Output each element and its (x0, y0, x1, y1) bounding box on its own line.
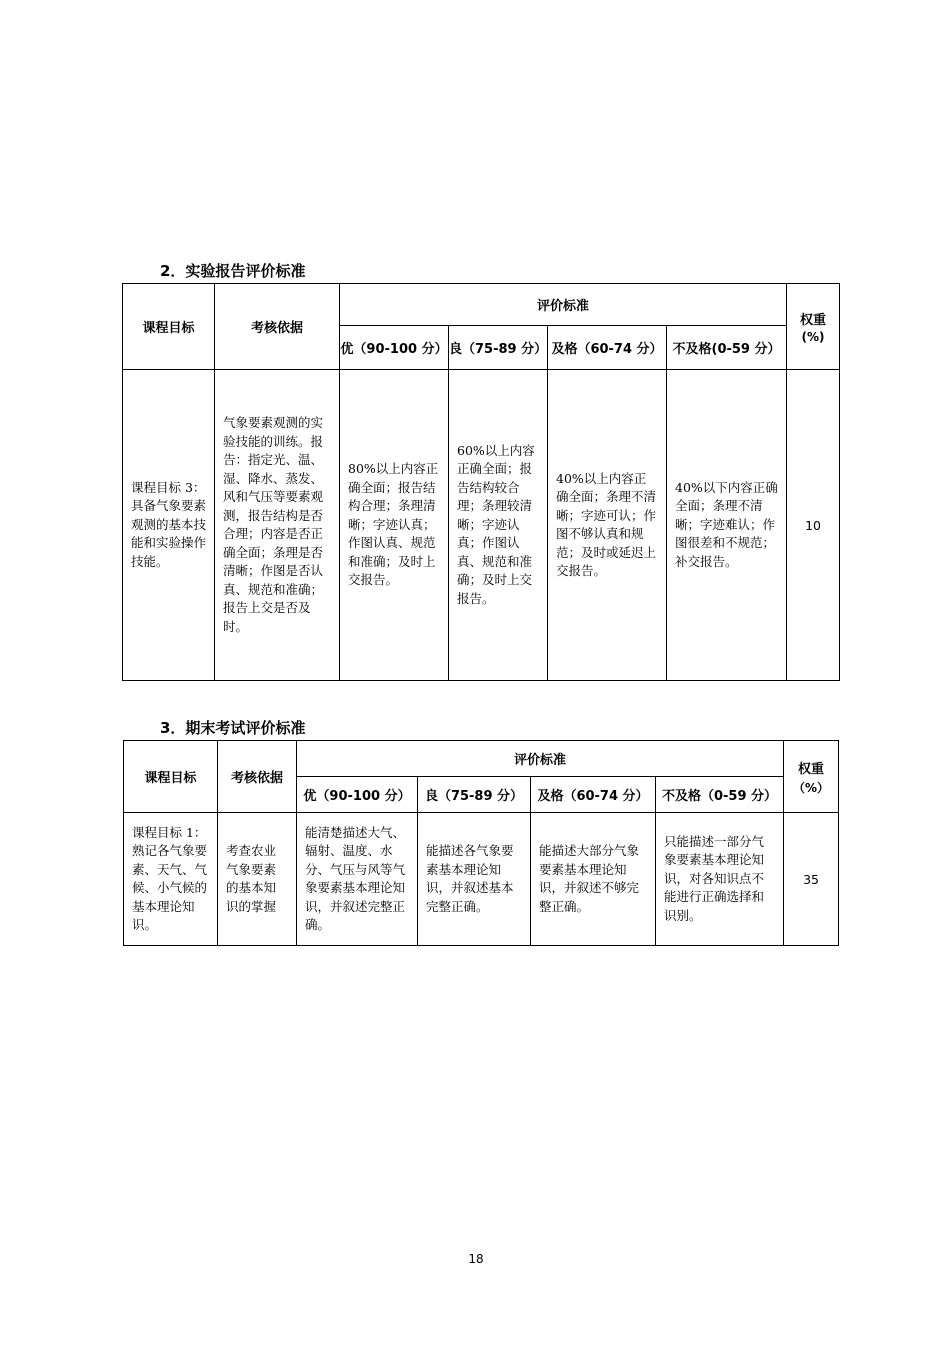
cell-basis: 考查农业气象要素的基本知识的掌握 (218, 813, 297, 946)
header-good: 良（75-89 分） (418, 777, 531, 813)
header-pass: 及格（60-74 分） (531, 777, 656, 813)
header-weight-unit: （%） (793, 780, 830, 795)
cell-weight: 10 (787, 370, 840, 681)
header-excellent: 优（90-100 分） (340, 326, 449, 370)
header-weight-label: 权重 (798, 761, 825, 777)
table-row (124, 813, 839, 946)
header-objective: 课程目标 (124, 741, 218, 813)
header-basis: 考核依据 (215, 284, 340, 370)
header-criteria: 评价标准 (297, 741, 784, 777)
section3-heading: 3．期末考试评价标准 (160, 719, 306, 737)
cell-objective: 课程目标 3：具备气象要素观测的基本技能和实验操作技能。 (123, 370, 215, 681)
header-fail: 不及格(0-59 分） (667, 326, 787, 370)
cell-weight: 35 (784, 813, 839, 946)
cell-pass: 能描述大部分气象要素基本理论知识，并叙述不够完整正确。 (531, 813, 656, 946)
cell-excellent: 能清楚描述大气、辐射、温度、水分、气压与风等气象要素基本理论知识，并叙述完整正确。 (297, 813, 418, 946)
section2-heading: 2．实验报告评价标准 (160, 262, 306, 280)
header-weight (784, 741, 839, 813)
header-good: 良（75-89 分） (449, 326, 548, 370)
final-exam-criteria-table (123, 740, 839, 946)
cell-fail: 40%以下内容正确全面；条理不清晰；字迹难认；作图很差和不规范；补交报告。 (667, 370, 787, 681)
header-weight-label: 权重 (800, 313, 827, 328)
header-criteria: 评价标准 (340, 284, 787, 326)
header-fail: 不及格（0-59 分） (656, 777, 784, 813)
cell-good: 60%以上内容正确全面；报告结构较合理；条理较清晰；字迹认真；作图认真、规范和准确；及时上交报告。 (449, 370, 548, 681)
cell-objective: 课程目标 1：熟记各气象要素、天气、气候、小气候的基本理论知识。 (124, 813, 218, 946)
header-objective: 课程目标 (123, 284, 215, 370)
header-weight (787, 284, 840, 370)
page-number: 18 (468, 1252, 484, 1266)
cell-pass: 40%以上内容正确全面；条理不清晰；字迹可认；作图不够认真和规范；及时或延迟上交报告。 (548, 370, 667, 681)
header-basis: 考核依据 (218, 741, 297, 813)
cell-basis: 气象要素观测的实验技能的训练。报告：指定光、温、湿、降水、蒸发、风和气压等要素观测，报告结构是否合理；内容是否正确全面；条理是否清晰；作图是否认真、规范和准确；报告上交是否及时。 (215, 370, 340, 681)
header-pass: 及格（60-74 分） (548, 326, 667, 370)
header-weight-unit: (%) (801, 330, 825, 344)
cell-excellent: 80%以上内容正确全面；报告结构合理；条理清晰；字迹认真；作图认真、规范和准确；及时上交报告。 (340, 370, 449, 681)
header-excellent: 优（90-100 分） (297, 777, 418, 813)
cell-good: 能描述各气象要素基本理论知识，并叙述基本完整正确。 (418, 813, 531, 946)
lab-report-criteria-table (122, 283, 840, 681)
table-row (123, 370, 840, 681)
cell-fail: 只能描述一部分气象要素基本理论知识，对各知识点不能进行正确选择和识别。 (656, 813, 784, 946)
